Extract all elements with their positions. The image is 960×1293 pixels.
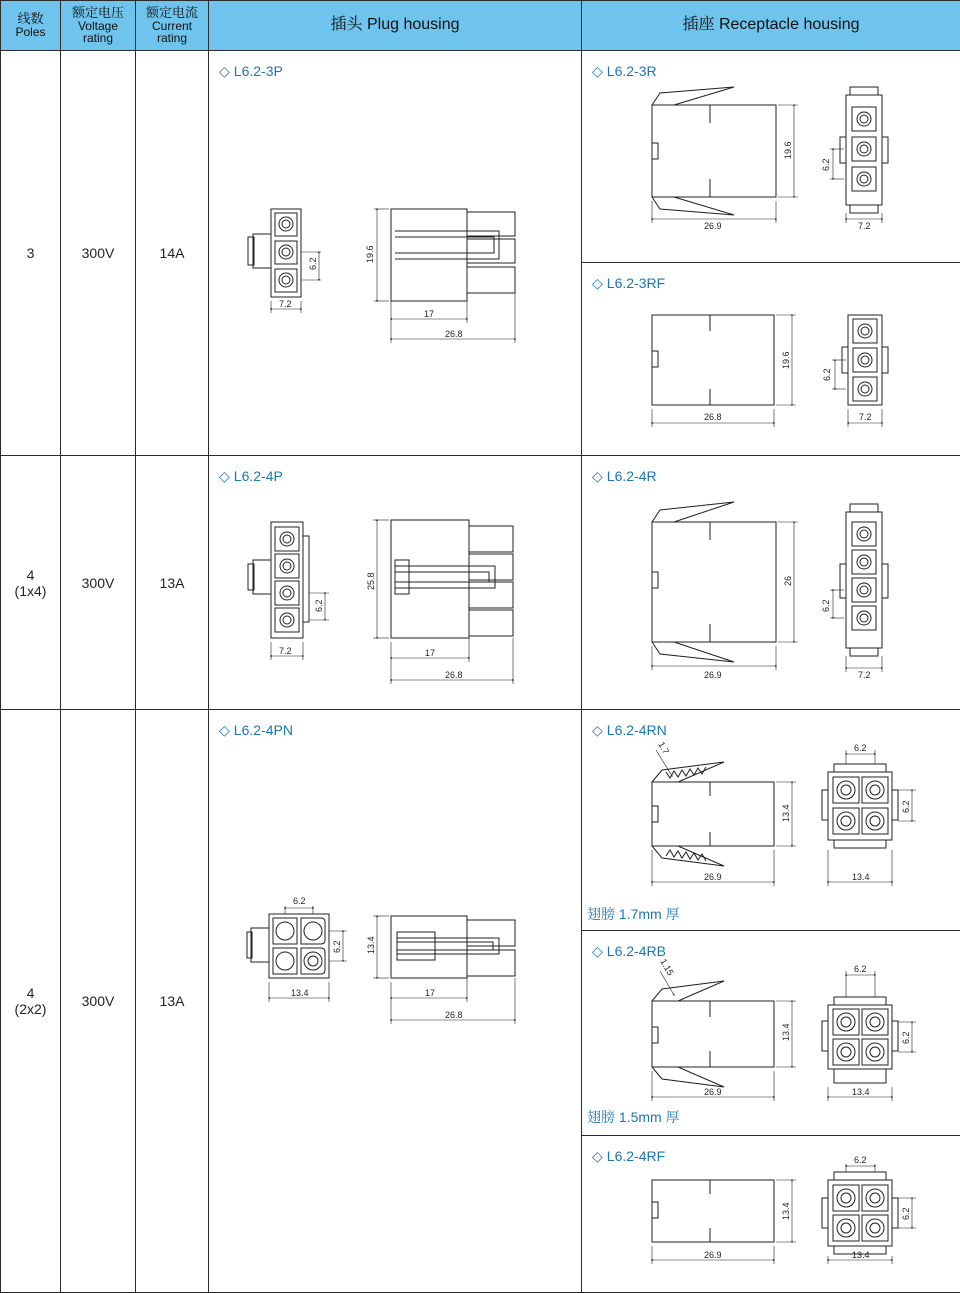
model-label: ◇ L6.2-3RF	[592, 275, 665, 292]
receptacle-cell	[582, 51, 960, 456]
dim-label: 6.2	[332, 940, 342, 953]
dim-label: 6.2	[901, 1031, 911, 1044]
dim-label: 6.2	[308, 257, 318, 270]
receptacle-drawing-4r	[582, 456, 960, 709]
plug-cell	[209, 51, 582, 456]
dim-label: 13.4	[366, 936, 376, 954]
model-label: ◇ L6.2-4P	[219, 468, 283, 485]
dim-label: 7.2	[279, 299, 292, 309]
dim-label: 13.4	[852, 1250, 870, 1260]
dim-label: 1.7	[656, 740, 671, 756]
dim-label: 19.6	[781, 351, 791, 369]
header-current: 额定电流 Current rating	[136, 1, 209, 51]
plug-cell	[209, 456, 582, 710]
model-label: ◇ L6.2-4RF	[592, 1148, 665, 1165]
dim-label: 17	[424, 309, 434, 319]
dim-label: 26.8	[445, 329, 463, 339]
dim-label: 6.2	[854, 1155, 867, 1165]
receptacle-drawing-4rb	[582, 931, 960, 1135]
wing-thickness-note: 翅膀 1.7mm 厚	[587, 904, 680, 924]
model-label: ◇ L6.2-4R	[592, 468, 657, 485]
dim-label: 26.9	[704, 1250, 722, 1260]
dim-label: 1.15	[658, 957, 675, 977]
dim-label: 26.9	[704, 670, 722, 680]
dim-label: 7.2	[858, 670, 871, 680]
dim-label: 26.9	[704, 872, 722, 882]
receptacle-cell	[582, 456, 960, 710]
dim-label: 13.4	[781, 804, 791, 822]
row-3-poles	[1, 51, 960, 456]
voltage-cell: 300V	[61, 710, 136, 1293]
dim-label: 6.2	[314, 599, 324, 612]
plug-cell	[209, 710, 582, 1293]
dim-label: 6.2	[821, 158, 831, 171]
receptacle-cell	[582, 710, 960, 1293]
dim-label: 26.8	[445, 670, 463, 680]
header-plug: 插头 Plug housing	[209, 1, 582, 51]
dim-label: 7.2	[858, 221, 871, 231]
receptacle-drawing-3rf	[582, 263, 960, 455]
current-cell: 13A	[136, 456, 209, 710]
current-cell: 14A	[136, 51, 209, 456]
dim-label: 26.8	[704, 412, 722, 422]
dim-label: 13.4	[781, 1202, 791, 1220]
model-label: ◇ L6.2-4RB	[592, 943, 666, 960]
dim-label: 19.6	[365, 245, 375, 263]
dim-label: 25.8	[366, 572, 376, 590]
header-voltage: 额定电压 Voltage rating	[61, 1, 136, 51]
header-poles: 线数 Poles	[1, 1, 61, 51]
model-label: ◇ L6.2-3P	[219, 63, 283, 80]
plug-drawing-4p	[209, 456, 582, 709]
receptacle-drawing-3r	[582, 51, 960, 262]
dim-label: 6.2	[293, 896, 306, 906]
model-label: ◇ L6.2-4RN	[592, 722, 667, 739]
header-receptacle: 插座 Receptacle housing	[582, 1, 960, 51]
row-4-poles-1x4	[1, 456, 960, 710]
current-cell: 13A	[136, 710, 209, 1293]
wing-thickness-note: 翅膀 1.5mm 厚	[587, 1107, 680, 1127]
dim-label: 17	[425, 648, 435, 658]
poles-cell: 4 (2x2)	[1, 710, 61, 1293]
voltage-cell: 300V	[61, 51, 136, 456]
receptacle-drawing-4rf	[582, 1136, 960, 1292]
dim-label: 26.9	[704, 1087, 722, 1097]
dim-label: 6.2	[901, 1207, 911, 1220]
dim-label: 6.2	[901, 800, 911, 813]
dim-label: 17	[425, 988, 435, 998]
dim-label: 7.2	[279, 646, 292, 656]
dim-label: 13.4	[781, 1023, 791, 1041]
dim-label: 13.4	[291, 988, 309, 998]
dim-label: 13.4	[852, 872, 870, 882]
dim-label: 6.2	[821, 599, 831, 612]
poles-cell: 3	[1, 51, 61, 456]
plug-drawing-3p	[209, 51, 582, 455]
row-4-poles-2x2	[1, 710, 960, 1293]
dim-label: 7.2	[859, 412, 872, 422]
dim-label: 26	[783, 576, 793, 586]
header-row	[1, 1, 960, 51]
dim-label: 26.8	[445, 1010, 463, 1020]
plug-drawing-4pn	[209, 710, 582, 1292]
dim-label: 26.9	[704, 221, 722, 231]
dim-label: 6.2	[822, 368, 832, 381]
dim-label: 13.4	[852, 1087, 870, 1097]
dim-label: 6.2	[854, 743, 867, 753]
poles-cell: 4 (1x4)	[1, 456, 61, 710]
dim-label: 6.2	[854, 964, 867, 974]
model-label: ◇ L6.2-3R	[592, 63, 657, 80]
model-label: ◇ L6.2-4PN	[219, 722, 293, 739]
receptacle-drawing-4rn	[582, 710, 960, 930]
dim-label: 19.6	[783, 141, 793, 159]
voltage-cell: 300V	[61, 456, 136, 710]
